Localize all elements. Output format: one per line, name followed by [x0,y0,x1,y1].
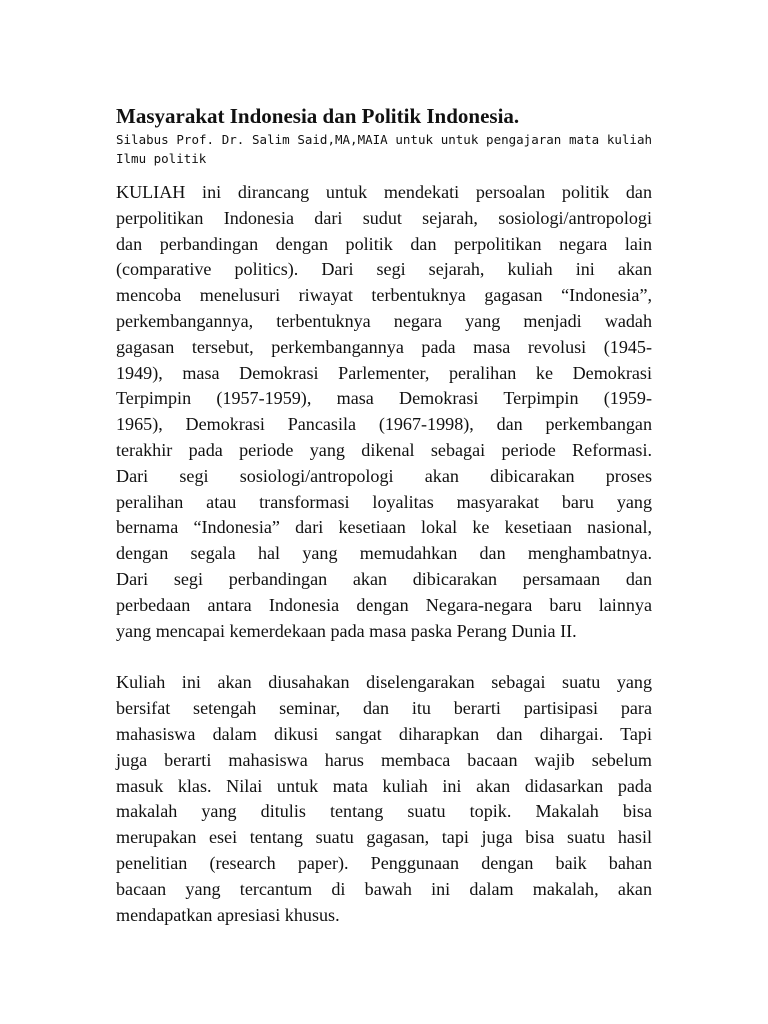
paragraph-line: makalah yang ditulis tentang suatu topik. Makalah bisa [116,801,652,822]
paragraph-line: dengan segala hal yang memudahkan dan menghambatnya. [116,543,652,564]
paragraph-line: Kuliah ini akan diusahakan diselengarakan sebagai suatu yang [116,672,652,693]
paragraph-line: perbedaan antara Indonesia dengan Negara-negara baru lainnya [116,594,652,615]
paragraph-line: bernama “Indonesia” dari kesetiaan lokal ke kesetiaan nasional, [116,517,652,538]
paragraph-line: bersifat setengah seminar, dan itu berarti partisipasi para [116,698,652,719]
paragraph-line: merupakan esei tentang suatu gagasan, tapi juga bisa suatu hasil [116,827,652,848]
paragraph-line: 1949), masa Demokrasi Parlementer, peralihan ke Demokrasi [116,362,652,383]
paragraph-line: terakhir pada periode yang dikenal sebagai periode Reformasi. [116,439,652,460]
paragraph-line: KULIAH ini dirancang untuk mendekati persoalan politik dan [116,182,652,202]
paragraph-line: juga berarti mahasiswa harus membaca bacaan wajib sebelum [116,749,652,770]
paragraph-line: (comparative politics). Dari segi sejarah, kuliah ini akan [116,259,652,280]
body-paragraph [116,180,652,644]
paragraph-line: Dari segi sosiologi/antropologi akan dibicarakan proses [116,465,652,486]
paragraph-line: bacaan yang tercantum di bawah ini dalam makalah, akan [116,878,652,899]
document-subtitle: Silabus Prof. Dr. Salim Said,MA,MAIA untuk untuk pengajaran mata kuliah Ilmu politik [116,132,652,166]
paragraph-line: mendapatkan apresiasi khusus. [116,904,340,925]
paragraph-line: Terpimpin (1957-1959), masa Demokrasi Terpimpin (1959- [116,388,652,409]
paragraph-line: peralihan atau transformasi loyalitas masyarakat baru yang [116,491,652,512]
paragraph-line: yang mencapai kemerdekaan pada masa paska Perang Dunia II. [116,620,577,641]
document-title: Masyarakat Indonesia dan Politik Indonesia. [116,104,520,128]
paragraph-line: Dari segi perbandingan akan dibicarakan persamaan dan [116,568,652,589]
paragraph-line: masuk klas. Nilai untuk mata kuliah ini akan didasarkan pada [116,775,652,796]
body-paragraph [116,670,652,928]
paragraph-line: mencoba menelusuri riwayat terbentuknya gagasan “Indonesia”, [116,285,652,306]
paragraph-line: 1965), Demokrasi Pancasila (1967-1998), dan perkembangan [116,414,652,435]
paragraph-line: mahasiswa dalam dikusi sangat diharapkan dan dihargai. Tapi [116,723,652,744]
document-body [116,180,652,928]
document-page [116,103,652,928]
paragraph-line: gagasan tersebut, perkembangannya pada masa revolusi (1945- [116,336,652,357]
paragraph-line: penelitian (research paper). Penggunaan dengan baik bahan [116,852,652,873]
paragraph-line: perpolitikan Indonesia dari sudut sejarah, sosiologi/antropologi [116,207,652,228]
paragraph-line: dan perbandingan dengan politik dan perpolitikan negara lain [116,233,652,254]
paragraph-line: perkembangannya, terbentuknya negara yang menjadi wadah [116,310,652,331]
